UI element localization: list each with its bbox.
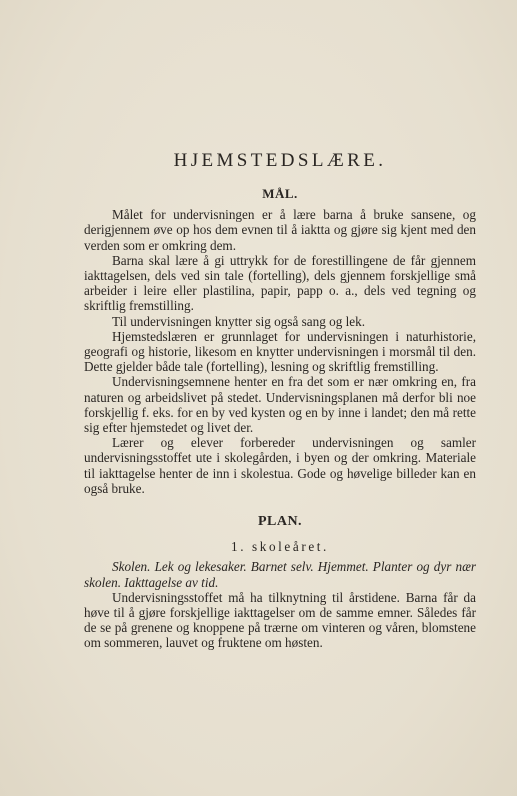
paragraph: Hjemstedslæren er grunnlaget for undervisningen i naturhistorie, geografi og historie, likesom en knytter undervisningen i morsmål til den. Dette gjelder både tale (fortelling), lesning og skriftlig fremstilling. [84, 328, 476, 375]
page-text-block [84, 150, 476, 651]
section-heading-mal: MÅL. [262, 186, 298, 201]
topics-italic-line: Skolen. Lek og lekesaker. Barnet selv. Hjemmet. Planter og dyr nær skolen. Iakttagelse av tid. [84, 559, 476, 590]
section-heading-plan: PLAN. [257, 514, 303, 530]
paragraph: Lærer og elever forbereder undervisningen og samler undervisningsstoffet ute i skolegården, i byen og der omkring. Materiale til iakttagelse henter de inn i skolestua. Gode og høvelige billeder kan en også bruke. [84, 435, 476, 496]
paragraph: Målet for undervisningen er å lære barna å bruke sansene, og derigjennem øve op hos dem evnen til å iaktta og gjøre sig kjent med den verden som er omkring dem. [84, 207, 476, 253]
school-year-subheading: 1. skoleåret. [231, 539, 329, 555]
page-title: HJEMSTEDSLÆRE. [173, 150, 387, 171]
paragraph: Barna skal lære å gi uttrykk for de forestillingene de får gjennem iakttagelsen, dels ved sin tale (fortelling), dels gjennem forskjellige små arbeider i leire eller plastilina, papir, papp o. a., dels ved tegning og skriftlig fremstilling. [84, 252, 476, 314]
paragraph: Undervisningsstoffet må ha tilknytning til årstidene. Barna får da høve til å gjøre forskjellige iakttagelser om de samme emner. Således får de se på grenene og knoppene på trærne om vinteren og våren, blomstene om sommeren, lauvet og fruktene om høsten. [84, 589, 476, 651]
paragraph: Til undervisningen knytter sig også sang og lek. [112, 313, 365, 329]
paragraph: Undervisningsemnene henter en fra det som er nær omkring en, fra naturen og arbeidslivet på stedet. Undervisningsplanen må derfor bli noe forskjellig f. eks. for en by ved kysten og en by inne i landet; den må rette sig efter hjemstedet og livet der. [84, 374, 476, 436]
